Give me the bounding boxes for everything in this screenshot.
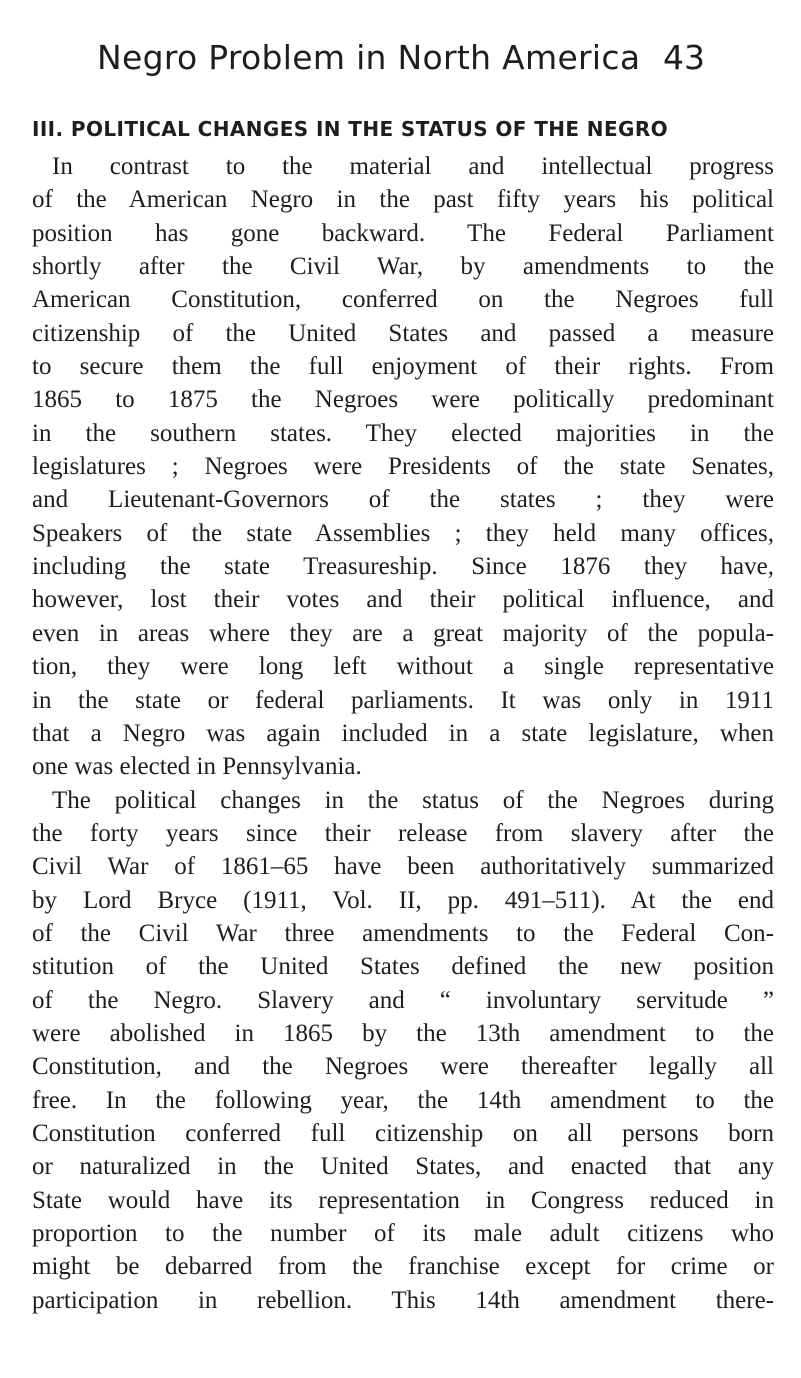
text-line: in the state or federal parliaments. It was only in 1911 [32, 686, 774, 714]
text-line: citizenship of the United States and passed a measure [32, 319, 774, 347]
text-line: free. In the following year, the 14th amendment to the [32, 1086, 774, 1114]
text-line: 1865 to 1875 the Negroes were politically predominant [32, 386, 774, 414]
text-line: In contrast to the material and intellectual progress [52, 153, 774, 180]
text-line: of the Civil War three amendments to the Federal Con- [32, 919, 774, 947]
page-number: 43 [663, 38, 705, 77]
text-line: State would have its representation in Congress reduced in [32, 1186, 774, 1214]
text-line: one was elected in Pennsylvania. [32, 753, 362, 781]
running-head [0, 38, 801, 98]
text-line: participation in rebellion. This 14th amendment there- [32, 1286, 774, 1314]
text-line: to secure them the full enjoyment of their rights. From [32, 353, 774, 381]
body-text [32, 150, 774, 1317]
text-line: even in areas where they are a great majority of the popula- [32, 619, 774, 647]
text-line: by Lord Bryce (1911, Vol. II, pp. 491–511). At the end [32, 886, 774, 914]
text-line: including the state Treasureship. Since 1876 they have, [32, 553, 774, 581]
text-line: Constitution, and the Negroes were thereafter legally all [32, 1053, 774, 1081]
text-line: position has gone backward. The Federal Parliament [32, 219, 774, 247]
text-line: the forty years since their release from slavery after the [32, 819, 774, 847]
text-line: American Constitution, conferred on the Negroes full [32, 286, 774, 314]
text-line: were abolished in 1865 by the 13th amendment to the [32, 1019, 774, 1047]
text-line: Constitution conferred full citizenship on all persons born [32, 1119, 774, 1147]
text-line: however, lost their votes and their political influence, and [32, 586, 774, 614]
text-line: might be debarred from the franchise except for crime or [32, 1253, 774, 1281]
text-line: or naturalized in the United States, and enacted that any [32, 1153, 774, 1181]
text-line: in the southern states. They elected majorities in the [32, 419, 774, 447]
text-line: legislatures ; Negroes were Presidents of the state Senates, [32, 453, 774, 481]
text-line: tion, they were long left without a single representative [32, 653, 774, 681]
text-line: Speakers of the state Assemblies ; they held many offices, [32, 519, 774, 547]
text-line: stitution of the United States defined the new position [32, 953, 774, 981]
section-heading: III. POLITICAL CHANGES IN THE STATUS OF THE NEGRO [32, 117, 669, 141]
text-line: shortly after the Civil War, by amendments to the [32, 253, 774, 281]
text-line: of the Negro. Slavery and “ involuntary servitude ” [32, 986, 774, 1014]
running-title: Negro Problem in North America [97, 38, 641, 77]
text-line: The political changes in the status of the Negroes during [52, 786, 774, 814]
text-line: that a Negro was again included in a state legislature, when [32, 719, 774, 747]
text-line: Civil War of 1861–65 have been authoritatively summarized [32, 853, 774, 881]
text-line: and Lieutenant-Governors of the states ; they were [32, 486, 774, 514]
text-line: of the American Negro in the past fifty years his political [32, 186, 774, 214]
text-line: proportion to the number of its male adult citizens who [32, 1220, 774, 1247]
